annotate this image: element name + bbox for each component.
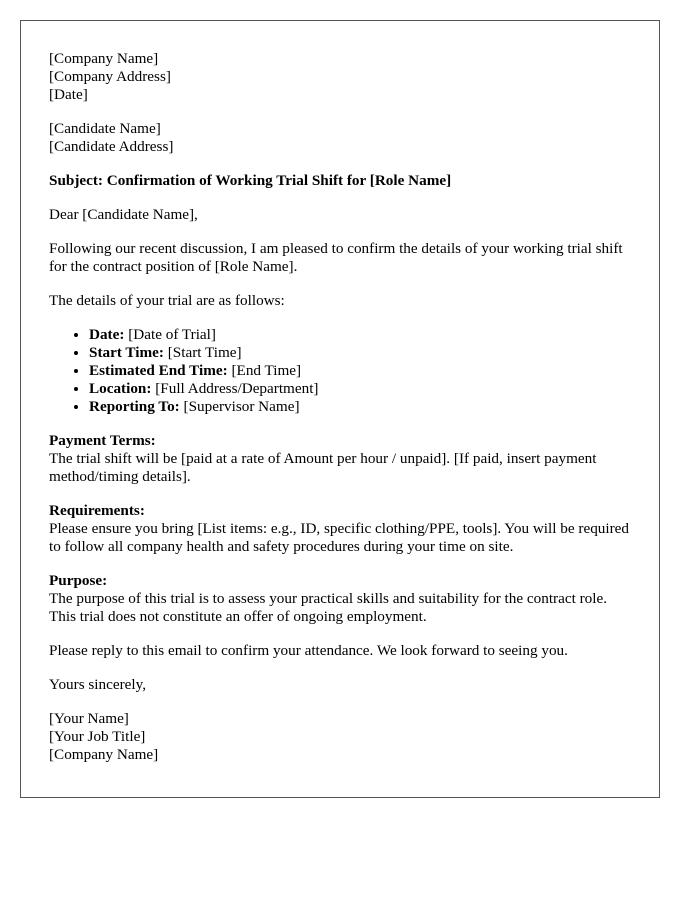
signature-name: [Your Name] <box>49 710 129 727</box>
signature-job-title: [Your Job Title] <box>49 728 146 745</box>
detail-value: [Supervisor Name] <box>179 398 300 415</box>
detail-item-start-time <box>89 344 631 362</box>
detail-value: [Start Time] <box>163 344 242 361</box>
requirements-text: Please ensure you bring [List items: e.g., ID, specific clothing/PPE, tools]. You will be required to follow all company health and safety procedures during your time on site. <box>49 520 629 555</box>
detail-label: Reporting To: <box>89 398 180 415</box>
sign-off: Yours sincerely, <box>49 676 147 693</box>
detail-item-location <box>89 380 631 398</box>
detail-value: [Full Address/Department] <box>151 380 319 397</box>
payment-heading: Payment Terms: <box>49 432 156 449</box>
detail-label: Estimated End Time: <box>89 362 228 379</box>
detail-value: [Date of Trial] <box>124 326 216 343</box>
detail-label: Start Time: <box>89 344 164 361</box>
requirements-section <box>49 502 631 556</box>
letter-date: [Date] <box>49 86 88 103</box>
sender-company-name: [Company Name] <box>49 50 159 67</box>
letter-document <box>20 20 660 798</box>
subject-line: Subject: Confirmation of Working Trial Shift for [Role Name] <box>49 172 452 189</box>
payment-text: The trial shift will be [paid at a rate of Amount per hour / unpaid]. [If paid, insert payment method/timing details]. <box>49 450 597 485</box>
closing-request: Please reply to this email to confirm your attendance. We look forward to seeing you. <box>49 642 568 659</box>
requirements-heading: Requirements: <box>49 502 145 519</box>
detail-item-date <box>89 326 631 344</box>
recipient-block <box>49 120 631 156</box>
payment-section <box>49 432 631 486</box>
sender-block <box>49 50 631 104</box>
purpose-heading: Purpose: <box>49 572 108 589</box>
detail-label: Location: <box>89 380 152 397</box>
detail-item-end-time <box>89 362 631 380</box>
signature-block <box>49 710 631 764</box>
signature-company-name: [Company Name] <box>49 746 159 763</box>
trial-details-list <box>49 326 631 416</box>
detail-item-reporting-to <box>89 398 631 416</box>
recipient-name: [Candidate Name] <box>49 120 161 137</box>
detail-value: [End Time] <box>227 362 302 379</box>
intro-paragraph: Following our recent discussion, I am pleased to confirm the details of your working trial shift for the contract position of [Role Name]. <box>49 240 623 275</box>
purpose-text: The purpose of this trial is to assess your practical skills and suitability for the contract role. This trial does not constitute an offer of ongoing employment. <box>49 590 608 625</box>
sender-company-address: [Company Address] <box>49 68 171 85</box>
salutation: Dear [Candidate Name], <box>49 206 198 223</box>
purpose-section <box>49 572 631 626</box>
details-intro: The details of your trial are as follows: <box>49 292 285 309</box>
detail-label: Date: <box>89 326 125 343</box>
recipient-address: [Candidate Address] <box>49 138 174 155</box>
